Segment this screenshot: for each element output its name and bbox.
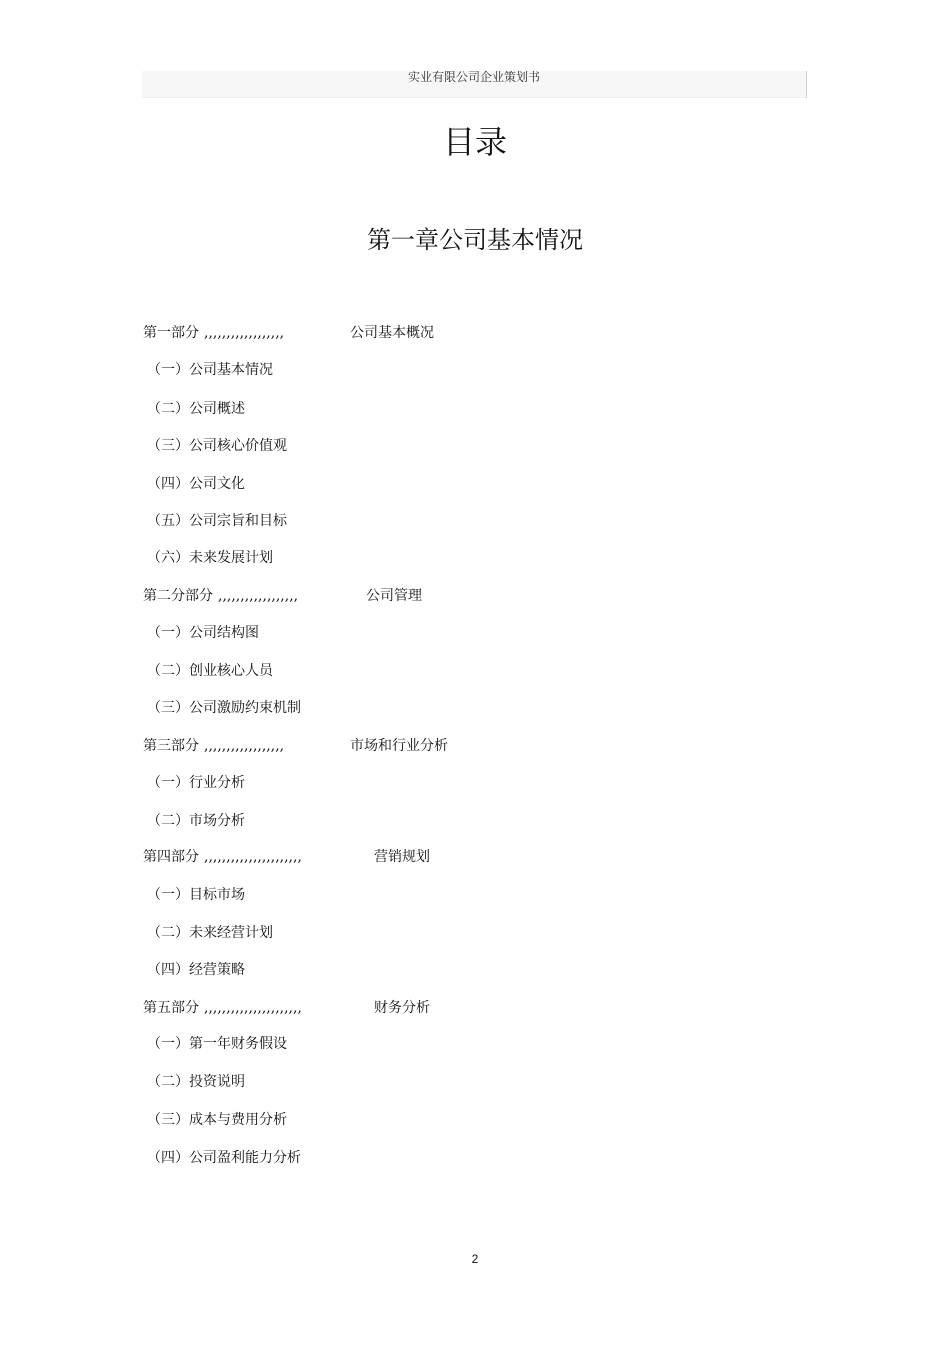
toc-item: （四）公司文化 (147, 476, 245, 492)
toc-item: （四）经营策略 (147, 962, 245, 978)
toc-item: （六）未来发展计划 (147, 550, 273, 566)
toc-leader-dots: ,,,,,,,,,,,,,,,,,,,,,, (204, 1000, 302, 1016)
toc-part-row (143, 585, 783, 607)
page-title: 目录 (442, 123, 507, 161)
toc-part-title: 营销规划 (374, 849, 430, 865)
toc-part-row (143, 846, 783, 868)
toc-part-title: 财务分析 (374, 1000, 430, 1016)
toc-item: （二）创业核心人员 (147, 663, 273, 679)
toc-item: （二）投资说明 (147, 1074, 245, 1090)
toc-item: （五）公司宗旨和目标 (147, 513, 287, 529)
toc-item: （二）未来经营计划 (147, 925, 273, 941)
toc-item: （一）公司基本情况 (147, 362, 273, 378)
toc-part-label: 第四部分 (143, 849, 199, 865)
running-header-text: 实业有限公司企业策划书 (407, 70, 540, 84)
toc-item: （二）市场分析 (147, 813, 245, 829)
page-number: 2 (471, 1252, 479, 1266)
toc-part-row (143, 322, 783, 344)
toc-part-title: 市场和行业分析 (350, 738, 448, 754)
toc-part-label: 第三部分 (143, 738, 199, 754)
toc-leader-dots: ,,,,,,,,,,,,,,,,,,,,,, (204, 849, 302, 865)
toc-part-label: 第五部分 (143, 1000, 199, 1016)
toc-item: （三）公司激励约束机制 (147, 700, 301, 716)
toc-item: （二）公司概述 (147, 401, 245, 417)
toc-item: （一）第一年财务假设 (147, 1036, 287, 1052)
toc-item: （三）公司核心价值观 (147, 438, 287, 454)
toc-leader-dots: ,,,,,,,,,,,,,,,,,, (204, 738, 285, 754)
toc-part-title: 公司基本概况 (350, 325, 434, 341)
toc-item: （四）公司盈利能力分析 (147, 1150, 301, 1166)
toc-item: （一）行业分析 (147, 775, 245, 791)
toc-item: （一）目标市场 (147, 887, 245, 903)
toc-part-row (143, 997, 783, 1019)
chapter-title: 第一章公司基本情况 (367, 226, 583, 254)
toc-leader-dots: ,,,,,,,,,,,,,,,,,, (204, 325, 285, 341)
toc-part-row (143, 735, 783, 757)
toc-item: （一）公司结构图 (147, 625, 259, 641)
toc-part-title: 公司管理 (366, 588, 422, 604)
toc-leader-dots: ,,,,,,,,,,,,,,,,,, (218, 588, 299, 604)
toc-item: （三）成本与费用分析 (147, 1112, 287, 1128)
toc-part-label: 第二分部分 (143, 588, 213, 604)
toc-part-label: 第一部分 (143, 325, 199, 341)
running-header (142, 71, 807, 98)
